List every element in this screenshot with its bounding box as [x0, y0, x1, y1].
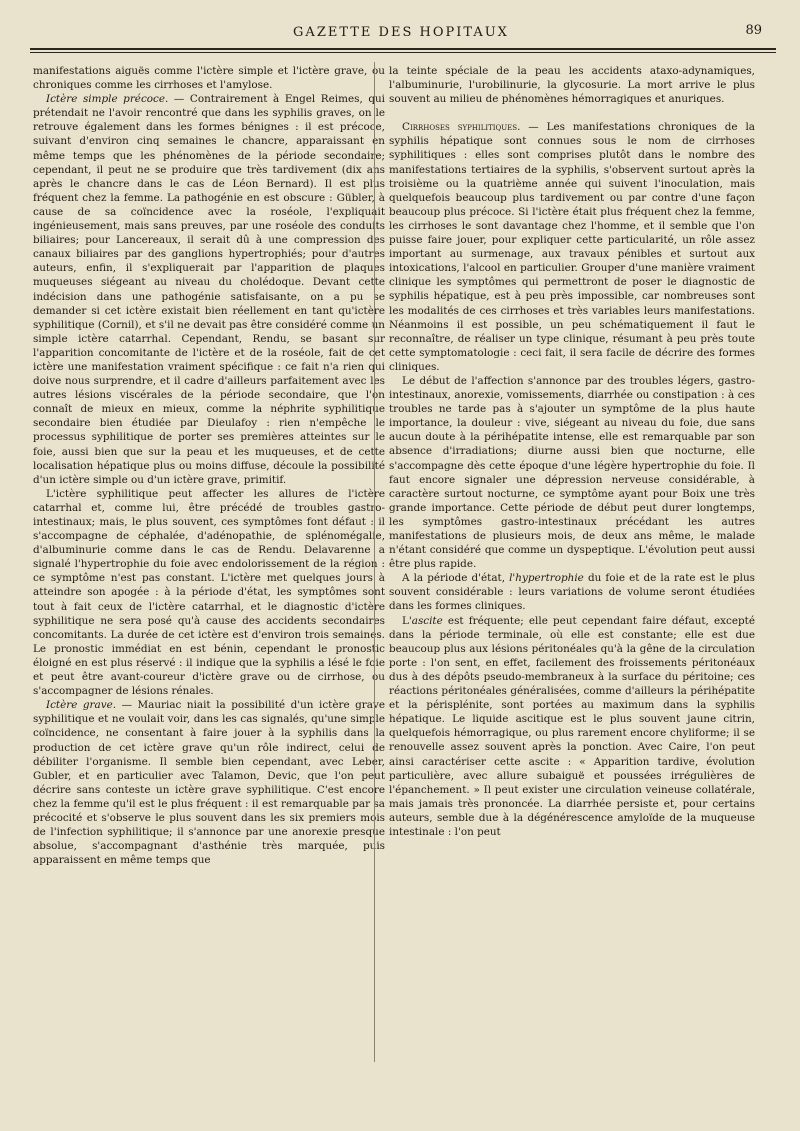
paragraph-ascite — [389, 614, 755, 840]
paragraph-text: est fréquente; elle peut cependant faire défaut, excepté dans la période terminale, où elle est constante; elle est due beaucoup plus aux lésions péritonéales qu'à la gêne de la circulation porte : l'on sent, en effet, facilement des froissements péritonéaux dus à des dépôts pseudo-membraneux à la surface du péritoine; ces réactions péritonéales généralisées, comme d'ailleurs la périhépatite et la périsplénite, sont portées au maximum dans la syphilis hépatique. Le liquide ascitique est le plus souvent jaune citrin, quelquefois hémorragique, ou plus rarement encore chyliforme; il se renouvelle assez souvent après la ponction. Avec Caire, l'on peut ainsi caractériser cette ascite : « Apparition tardive, évolution particulière, avec allure subaiguë et poussées irrégulières de l'épanchement. » Il peut exister une circulation veineuse collatérale, mais jamais très prononcée. La diarrhée persiste et, pour certains auteurs, semble due à la dégénérescence amyloïde de la muqueuse intestinale : l'on peut — [389, 614, 755, 838]
left-column — [33, 64, 385, 867]
paragraph-text: — Contrairement à Engel Reimes, qui prétendait ne l'avoir rencontré que dans les syphilis graves, on le retrouve également dans les formes bénignes : il est précoce, suivant d'environ cinq semaines le chancre, apparaissant en même temps que les phénomènes de la période secondaire; cependant, il peut ne se produire que très tardivement (dix ans après le chancre dans le cas de Léon Bernard). Il est plus fréquent chez la femme. La pathogénie en est obscure : Gübler, à cause de sa coïncidence avec la roséole, l'expliquait ingénieusement, mais sans preuves, par une roséole des conduits biliaires; pour Lancereaux, il serait dû à une compression des canaux biliaires par des ganglions hypertrophiés; pour d'autres auteurs, enfin, il s'expliquerait par l'apparition de plaques muqueuses siégeant au niveau du cholédoque. Devant cette indécision dans une pathogénie satisfaisante, on a pu se demander si cet ictère existait bien réellement en tant qu'ictère syphilitique (Cornil), et s'il ne devait pas être considéré comme un simple ictère catarrhal. Cependant, Rendu, se basant sur l'apparition concomitante de l'ictère et de la roséole, fait de cet ictère une manifestation vraiment spécifique : ce fait n'a rien qui doive nous surprendre, et il cadre d'ailleurs parfaitement avec les autres lésions viscérales de la période secondaire, que l'on connaît de mieux en mieux, comme la néphrite syphilitique secondaire bien étudiée par Dieulafoy : rien n'empêche le processus syphilitique de porter ses premières atteintes sur le foie, aussi bien que sur la peau et les muqueuses, et de cette localisation hépatique plus ou moins diffuse, découle la possibilité d'un ictère simple ou d'un ictère grave, primitif. — [33, 93, 386, 486]
section-heading: Ictère simple précoce. — [46, 93, 169, 106]
emphasis: ascite — [411, 614, 443, 627]
paragraph-ictere-grave — [33, 698, 385, 867]
paragraph: manifestations aiguës comme l'ictère simple et l'ictère grave, ou chroniques comme les cirrhoses et l'amylose. — [33, 65, 385, 92]
paragraph-hypertrophie — [389, 571, 755, 613]
paragraph-text: du foie et de la rate est le plus souvent considérable : leurs variations de volume seront étudiées dans les formes cliniques. — [389, 572, 755, 613]
journal-title: GAZETTE DES HOPITAUX — [293, 25, 509, 40]
header-rule — [30, 48, 776, 53]
paragraph-text: A la période d'état, — [402, 572, 510, 585]
paragraph: L'ictère syphilitique peut affecter les allures de l'ictère catarrhal et, comme lui, être précédé de troubles gastro-intestinaux; mais, le plus souvent, ces symptômes font défaut : il s'accompagne de céphalée, d'adénopathie, de splénomégalie, d'albuminurie comme dans le cas de Rendu. Delavarenne a signalé l'hypertrophie du foie avec endolorissement de la région : ce symptôme n'est pas constant. L'ictère met quelques jours à atteindre son apogée : à la période d'état, les symptômes sont tout à fait ceux de l'ictère catarrhal, et le diagnostic d'ictère syphilitique ne sera posé qu'à cause des accidents secondaires concomitants. La durée de cet ictère est d'environ trois semaines. Le pronostic immédiat en est bénin, cependant le pronostic éloigné en est plus réservé : il indique que la syphilis a lésé le foie et peut être avant-coureur d'ictère grave ou de cirrhose, ou s'accompagner de lésions rénales. — [33, 487, 385, 698]
paragraph: Le début de l'affection s'annonce par des troubles légers, gastro-intestinaux, anorexie, vomissements, diarrhée ou constipation : à ces troubles ne tarde pas à s'ajouter un symptôme de la plus haute importance, la douleur : vive, siégeant au niveau du foie, due sans aucun doute à la périhépatite intense, elle est remarquable par son absence d'irradiations; diurne aussi bien que nocturne, elle s'accompagne dès cette époque d'une légère hypertrophie du foie. Il faut encore signaler une dépression nerveuse considérable, à caractère surtout nocturne, ce symptôme ayant pour Boix une très grande importance. Cette période de début peut durer longtemps, les symptômes gastro-intestinaux précédant les autres manifestations de plusieurs mois, de deux ans même, le malade n'étant considéré que comme un dyspeptique. L'évolution peut aussi être plus rapide. — [389, 374, 755, 571]
paragraph-ictere-simple — [33, 92, 385, 487]
paragraph-text: L' — [402, 614, 412, 627]
column-divider — [374, 62, 375, 1062]
page-header — [30, 22, 772, 46]
section-heading: Cirrhoses syphilitiques. — [402, 121, 521, 134]
paragraph-cirrhoses — [389, 120, 755, 374]
paragraph-text: — Mauriac niait la possibilité d'un ictère grave syphilitique et ne voulait voir, dans les cas signalés, qu'une simple coïncidence, ne consentant à faire jouer à la syphilis dans la production de cet ictère grave qu'un rôle indirect, celui de débiliter l'organisme. Il semble bien cependant, avec Leber, Gubler, et en particulier avec Talamon, Devic, que l'on peut décrire sans conteste un ictère grave syphilitique. C'est encore chez la femme qu'il est le plus fréquent : il est remarquable par sa précocité et s'observe le plus souvent dans les six premiers mois de l'infection syphilitique; il s'annonce par une anorexie presque absolue, s'accompagnant d'asthénie très marquée, puis apparaissent en même temps que — [33, 699, 385, 867]
paragraph: la teinte spéciale de la peau les accidents ataxo-adynamiques, l'albuminurie, l'urobilinurie, la glycosurie. La mort arrive le plus souvent au milieu de phénomènes hémorragiques et anuriques. — [389, 65, 755, 106]
page-number: 89 — [745, 23, 762, 38]
right-column — [389, 64, 755, 839]
emphasis: l'hypertrophie — [509, 572, 584, 585]
paragraph-text: — Les manifestations chroniques de la syphilis hépatique sont connues sous le nom de cirrhoses syphilitiques : elles sont comprises plutôt dans le nombre des manifestations tertiaires de la syphilis, s'observent surtout après la troisième ou la quatrième année qui suivent l'inoculation, mais quelquefois beaucoup plus tardivement ou par contre d'une façon beaucoup plus précoce. Si l'ictère était plus fréquent chez la femme, les cirrhoses le sont davantage chez l'homme, et il semble que l'on puisse faire jouer, pour expliquer cette particularité, un rôle assez important au surmenage, aux travaux pénibles et surtout aux intoxications, l'alcool en particulier. Grouper d'une manière vraiment clinique les symptômes qui permettront de poser le diagnostic de syphilis hépatique, est à peu près impossible, car nombreuses sont les modalités de ces cirrhoses et très variables leurs manifestations. Néanmoins il est possible, un peu schématiquement il faut le reconnaître, de réaliser un type clinique, résumant à peu près toute cette symptomatologie : ceci fait, il sera facile de décrire des formes cliniques. — [389, 121, 755, 373]
section-heading: Ictère grave. — [46, 699, 117, 712]
